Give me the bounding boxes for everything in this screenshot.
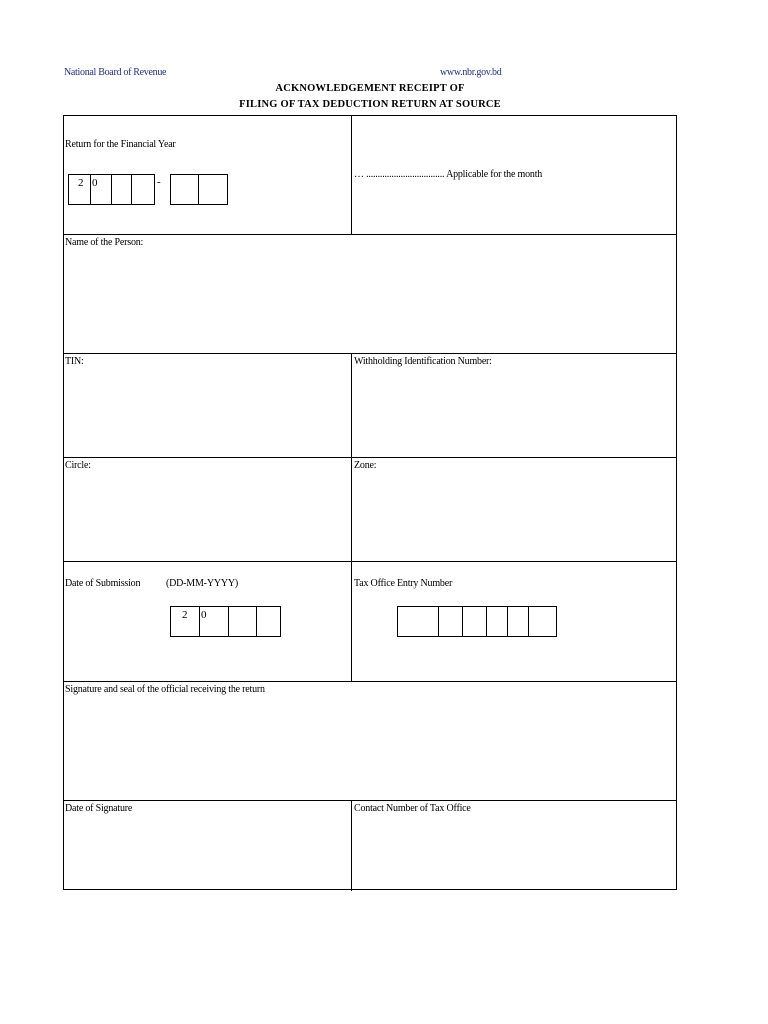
- column-divider: [351, 353, 352, 681]
- date-digit-box[interactable]: [199, 606, 229, 637]
- entry-digit-box[interactable]: [438, 606, 463, 637]
- row-divider: [64, 353, 676, 354]
- entry-digit-box[interactable]: [462, 606, 487, 637]
- month-field[interactable]: [354, 169, 542, 180]
- website-link[interactable]: www.nbr.gov.bd: [440, 67, 502, 78]
- circle-label: Circle:: [65, 460, 91, 471]
- year-digit-box[interactable]: [131, 174, 155, 205]
- year-digit-box[interactable]: [198, 174, 228, 205]
- date-digit-box[interactable]: [228, 606, 257, 637]
- tin-label: TIN:: [65, 356, 84, 367]
- year-digit: 0: [92, 177, 98, 189]
- form-title-line2: FILING OF TAX DEDUCTION RETURN AT SOURCE: [239, 99, 501, 110]
- name-label: Name of the Person:: [65, 237, 144, 248]
- zone-label: Zone:: [354, 460, 377, 471]
- year-digit-box[interactable]: [170, 174, 199, 205]
- entry-digit-box[interactable]: [528, 606, 557, 637]
- entry-digit-box[interactable]: [397, 606, 439, 637]
- date-digit-box[interactable]: [256, 606, 281, 637]
- year-dash: -: [157, 176, 161, 188]
- financial-year-label: Return for the Financial Year: [65, 139, 176, 150]
- win-label: Withholding Identification Number:: [354, 356, 492, 367]
- row-divider: [64, 681, 676, 682]
- date-digit: 0: [201, 609, 207, 621]
- date-submission-label: Date of Submission: [65, 578, 141, 589]
- month-dots: … ..................................: [354, 169, 445, 180]
- date-signature-label: Date of Signature: [65, 803, 133, 814]
- date-format-hint: (DD-MM-YYYY): [166, 578, 239, 589]
- tax-office-entry-label: Tax Office Entry Number: [354, 578, 453, 589]
- year-digit-box[interactable]: [111, 174, 132, 205]
- row-divider: [64, 234, 676, 235]
- form-title-line1: ACKNOWLEDGEMENT RECEIPT OF: [275, 83, 465, 94]
- column-divider: [351, 116, 352, 234]
- year-digit: 2: [78, 177, 84, 189]
- signature-label: Signature and seal of the official receiving the return: [65, 684, 265, 695]
- entry-digit-box[interactable]: [486, 606, 508, 637]
- acknowledgement-form: [63, 115, 677, 890]
- contact-label: Contact Number of Tax Office: [354, 803, 471, 814]
- row-divider: [64, 800, 676, 801]
- year-digit-box[interactable]: [68, 174, 91, 205]
- column-divider: [351, 800, 352, 891]
- month-label: Applicable for the month: [446, 169, 543, 180]
- date-digit-box[interactable]: [170, 606, 200, 637]
- year-digit-box[interactable]: [90, 174, 112, 205]
- row-divider: [64, 457, 676, 458]
- row-divider: [64, 561, 676, 562]
- entry-digit-box[interactable]: [507, 606, 529, 637]
- organization-name: National Board of Revenue: [64, 67, 167, 78]
- date-digit: 2: [182, 609, 188, 621]
